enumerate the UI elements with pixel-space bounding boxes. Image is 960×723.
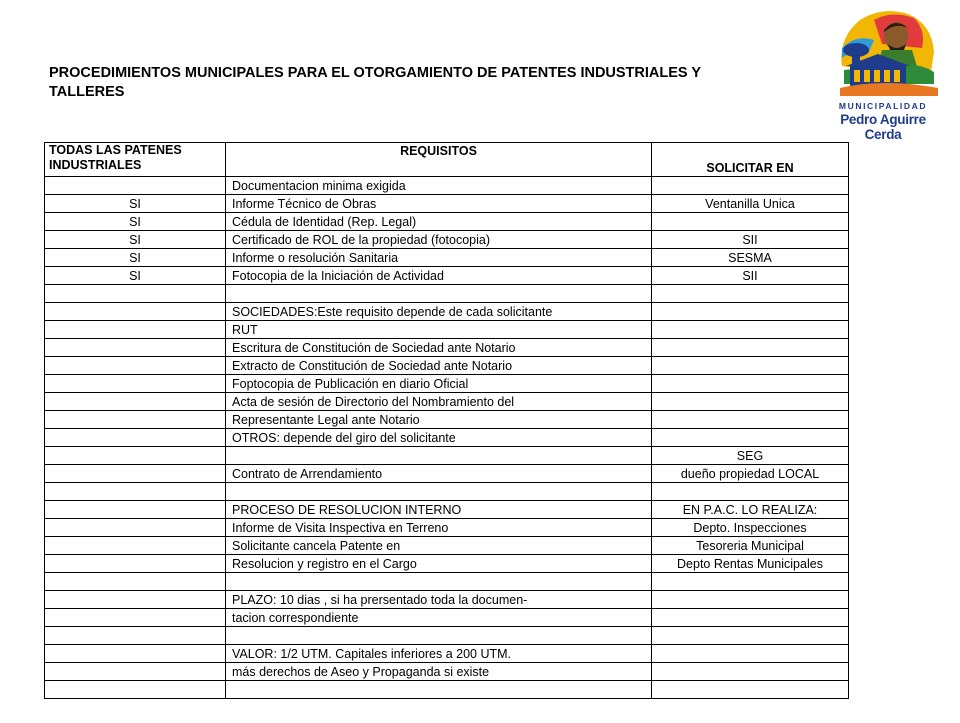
table-row (45, 591, 849, 609)
table-row (45, 285, 849, 303)
table-row (45, 267, 849, 285)
cell-applies (45, 465, 226, 483)
cell-applies (45, 303, 226, 321)
table-row (45, 411, 849, 429)
cell-requirement (226, 285, 652, 303)
cell-where-to-apply: Depto. Inspecciones (652, 519, 849, 537)
table-row (45, 177, 849, 195)
cell-applies (45, 411, 226, 429)
cell-requirement: Escritura de Constitución de Sociedad ante Notario (226, 339, 652, 357)
cell-applies (45, 177, 226, 195)
cell-applies (45, 429, 226, 447)
table-row (45, 519, 849, 537)
logo-word-commune-name: Pedro Aguirre Cerda (840, 112, 926, 142)
cell-where-to-apply (652, 303, 849, 321)
cell-where-to-apply (652, 393, 849, 411)
cell-applies (45, 555, 226, 573)
header-requisitos: REQUISITOS (226, 143, 652, 177)
cell-requirement: Documentacion minima exigida (226, 177, 652, 195)
cell-where-to-apply (652, 321, 849, 339)
cell-where-to-apply (652, 627, 849, 645)
cell-applies (45, 357, 226, 375)
table-row (45, 249, 849, 267)
table-row (45, 537, 849, 555)
table-row (45, 447, 849, 465)
cell-applies (45, 375, 226, 393)
cell-applies (45, 537, 226, 555)
cell-applies (45, 447, 226, 465)
cell-requirement: Informe Técnico de Obras (226, 195, 652, 213)
cell-requirement: Foptocopia de Publicación en diario Oficial (226, 375, 652, 393)
table-row (45, 213, 849, 231)
table-row (45, 321, 849, 339)
cell-applies: SI (45, 195, 226, 213)
cell-requirement (226, 483, 652, 501)
cell-requirement (226, 681, 652, 699)
cell-requirement: Fotocopia de la Iniciación de Actividad (226, 267, 652, 285)
cell-where-to-apply: Ventanilla Unica (652, 195, 849, 213)
table-row (45, 663, 849, 681)
cell-where-to-apply (652, 573, 849, 591)
cell-where-to-apply (652, 663, 849, 681)
cell-where-to-apply: SII (652, 267, 849, 285)
cell-requirement: Informe de Visita Inspectiva en Terreno (226, 519, 652, 537)
cell-where-to-apply (652, 429, 849, 447)
cell-where-to-apply: Tesoreria Municipal (652, 537, 849, 555)
cell-requirement: Acta de sesión de Directorio del Nombramiento del (226, 393, 652, 411)
cell-requirement: PLAZO: 10 dias , si ha prersentado toda la documen- (226, 591, 652, 609)
cell-applies (45, 483, 226, 501)
table-row (45, 645, 849, 663)
cell-where-to-apply (652, 375, 849, 393)
requirements-table (44, 142, 849, 699)
cell-where-to-apply: EN P.A.C. LO REALIZA: (652, 501, 849, 519)
cell-applies (45, 285, 226, 303)
table-header-row (45, 143, 849, 177)
cell-requirement: Resolucion y registro en el Cargo (226, 555, 652, 573)
cell-applies (45, 627, 226, 645)
cell-applies: SI (45, 249, 226, 267)
table-row (45, 609, 849, 627)
municipality-emblem-icon (822, 8, 944, 100)
cell-applies (45, 501, 226, 519)
table-row (45, 375, 849, 393)
cell-applies (45, 645, 226, 663)
table-row (45, 465, 849, 483)
table-row (45, 231, 849, 249)
cell-applies (45, 393, 226, 411)
cell-applies (45, 321, 226, 339)
cell-applies (45, 609, 226, 627)
table-row (45, 555, 849, 573)
table-row (45, 483, 849, 501)
document-title-line2: TALLERES (49, 84, 125, 100)
cell-where-to-apply (652, 609, 849, 627)
municipality-logo (822, 8, 944, 142)
cell-where-to-apply (652, 285, 849, 303)
cell-requirement (226, 573, 652, 591)
cell-applies (45, 591, 226, 609)
table-row (45, 429, 849, 447)
cell-requirement: Extracto de Constitución de Sociedad ante Notario (226, 357, 652, 375)
table-row (45, 303, 849, 321)
cell-where-to-apply: SEG (652, 447, 849, 465)
logo-word-municipalidad: MUNICIPALIDAD (838, 101, 928, 111)
cell-requirement: OTROS: depende del giro del solicitante (226, 429, 652, 447)
cell-where-to-apply (652, 177, 849, 195)
cell-where-to-apply (652, 681, 849, 699)
cell-requirement: Representante Legal ante Notario (226, 411, 652, 429)
cell-requirement (226, 627, 652, 645)
cell-where-to-apply: SESMA (652, 249, 849, 267)
cell-requirement: RUT (226, 321, 652, 339)
cell-requirement: Cédula de Identidad (Rep. Legal) (226, 213, 652, 231)
document-title-line1: PROCEDIMIENTOS MUNICIPALES PARA EL OTORGAMIENTO DE PATENTES INDUSTRIALES Y (49, 65, 702, 81)
table-row (45, 357, 849, 375)
cell-where-to-apply: dueño propiedad LOCAL (652, 465, 849, 483)
table-row (45, 573, 849, 591)
cell-requirement: Informe o resolución Sanitaria (226, 249, 652, 267)
table-row (45, 339, 849, 357)
cell-where-to-apply (652, 483, 849, 501)
cell-where-to-apply: SII (652, 231, 849, 249)
cell-requirement: Certificado de ROL de la propiedad (fotocopia) (226, 231, 652, 249)
table-row (45, 681, 849, 699)
cell-applies: SI (45, 267, 226, 285)
cell-requirement: tacion correspondiente (226, 609, 652, 627)
cell-requirement: Solicitante cancela Patente en (226, 537, 652, 555)
header-solicitar-en: SOLICITAR EN (652, 143, 849, 177)
cell-where-to-apply (652, 213, 849, 231)
table-row (45, 501, 849, 519)
cell-applies (45, 573, 226, 591)
cell-applies: SI (45, 231, 226, 249)
cell-requirement: Contrato de Arrendamiento (226, 465, 652, 483)
cell-applies (45, 663, 226, 681)
cell-applies: SI (45, 213, 226, 231)
header-patentes: TODAS LAS PATENES INDUSTRIALES (45, 143, 226, 177)
cell-applies (45, 681, 226, 699)
cell-requirement: VALOR: 1/2 UTM. Capitales inferiores a 200 UTM. (226, 645, 652, 663)
cell-applies (45, 339, 226, 357)
cell-requirement: SOCIEDADES:Este requisito depende de cada solicitante (226, 303, 652, 321)
table-row (45, 627, 849, 645)
table-row (45, 393, 849, 411)
cell-where-to-apply (652, 357, 849, 375)
cell-where-to-apply (652, 645, 849, 663)
cell-requirement (226, 447, 652, 465)
cell-where-to-apply: Depto Rentas Municipales (652, 555, 849, 573)
cell-requirement: PROCESO DE RESOLUCION INTERNO (226, 501, 652, 519)
table-row (45, 195, 849, 213)
document-title (49, 64, 809, 102)
cell-requirement: más derechos de Aseo y Propaganda si existe (226, 663, 652, 681)
cell-applies (45, 519, 226, 537)
cell-where-to-apply (652, 591, 849, 609)
cell-where-to-apply (652, 411, 849, 429)
cell-where-to-apply (652, 339, 849, 357)
